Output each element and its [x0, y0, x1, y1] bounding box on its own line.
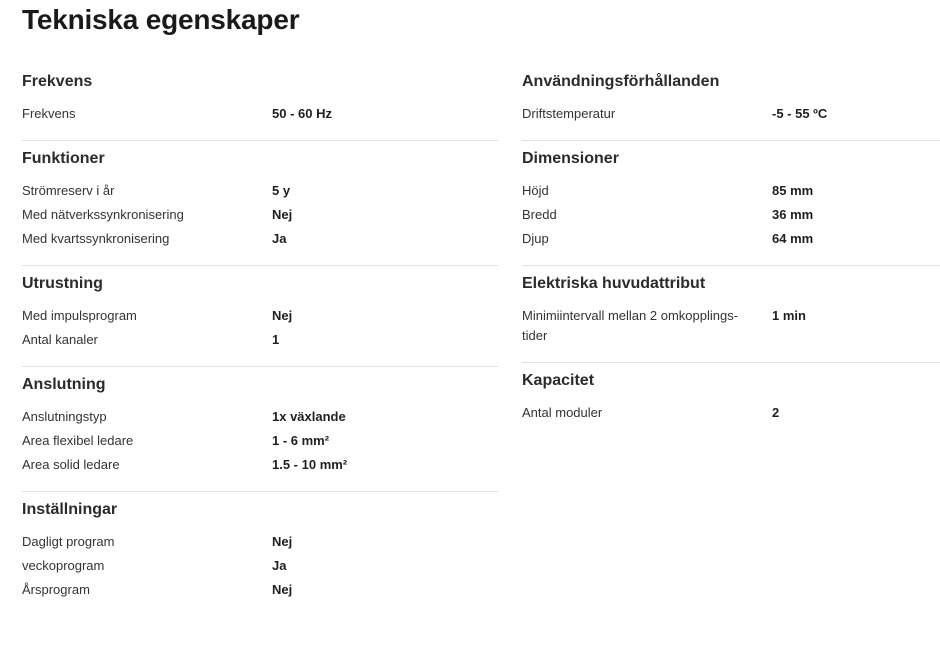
section-title: Inställningar	[22, 501, 118, 518]
spec-value: 1.5 - 10 mm²	[272, 457, 348, 472]
spec-value: 64 mm	[772, 231, 814, 246]
spec-label: Med impulsprogram	[22, 308, 137, 323]
section-title: Dimensioner	[522, 150, 619, 167]
spec-row	[22, 429, 498, 453]
spec-value: -5 - 55 ºC	[772, 106, 828, 121]
spec-label: veckoprogram	[22, 558, 105, 573]
spec-value: Nej	[272, 207, 293, 222]
right-column	[522, 64, 940, 439]
spec-value: Nej	[272, 582, 293, 597]
spec-value: 36 mm	[772, 207, 814, 222]
spec-label: Dagligt program	[22, 534, 115, 549]
spec-label: Anslutningstyp	[22, 409, 107, 424]
spec-label: Årsprogram	[22, 582, 90, 597]
spec-row	[22, 102, 498, 126]
spec-row	[522, 102, 940, 126]
section-elektriska-huvudattribut	[522, 266, 940, 363]
spec-value: 50 - 60 Hz	[272, 106, 332, 121]
spec-value: 2	[772, 405, 780, 420]
spec-row	[22, 453, 498, 477]
spec-value: 1	[272, 332, 280, 347]
spec-label: Area flexibel ledare	[22, 433, 134, 448]
spec-label: Bredd	[522, 207, 557, 222]
spec-row	[22, 328, 498, 352]
spec-row	[22, 530, 498, 554]
section-frekvens	[22, 64, 498, 141]
spec-row	[22, 554, 498, 578]
spec-label: Höjd	[522, 183, 549, 198]
spec-label: Med nätverkssynkronisering	[22, 207, 184, 222]
section-title: Frekvens	[22, 73, 93, 90]
spec-value: Nej	[272, 308, 293, 323]
section-kapacitet	[522, 363, 940, 439]
spec-row	[22, 227, 498, 251]
left-column	[22, 64, 498, 616]
section-dimensioner	[522, 141, 940, 266]
spec-row	[522, 401, 940, 425]
spec-row	[22, 578, 498, 602]
section-installningar	[22, 492, 498, 616]
spec-row	[22, 405, 498, 429]
section-title: Elektriska huvudattribut	[522, 275, 706, 292]
spec-label: Frekvens	[22, 106, 76, 121]
spec-row	[22, 304, 498, 328]
spec-label: Strömreserv i år	[22, 183, 115, 198]
section-funktioner	[22, 141, 498, 266]
spec-label: Med kvartssynkronisering	[22, 231, 170, 246]
spec-value: Nej	[272, 534, 293, 549]
section-anvandningsforhallanden	[522, 64, 940, 141]
section-title: Funktioner	[22, 150, 105, 167]
section-title: Utrustning	[22, 275, 103, 292]
spec-row	[522, 179, 940, 203]
spec-label: Driftstemperatur	[522, 106, 616, 121]
section-title: Användningsförhållanden	[522, 73, 720, 90]
spec-value: Ja	[272, 231, 287, 246]
spec-value: 5 y	[272, 183, 291, 198]
section-anslutning	[22, 367, 498, 492]
spec-label: Antal kanaler	[22, 332, 98, 347]
spec-row	[522, 203, 940, 227]
spec-value: 1 min	[772, 308, 806, 323]
spec-value: 1x växlande	[272, 409, 346, 424]
spec-row	[522, 227, 940, 251]
page-title: Tekniska egenskaper	[22, 4, 300, 35]
section-utrustning	[22, 266, 498, 367]
spec-row	[22, 179, 498, 203]
spec-row	[22, 203, 498, 227]
spec-label: Djup	[522, 231, 549, 246]
spec-label: Area solid ledare	[22, 457, 120, 472]
spec-row	[522, 304, 940, 348]
spec-value: Ja	[272, 558, 287, 573]
spec-label: Minimiintervall mellan 2 omkopplings-tider	[522, 308, 739, 343]
spec-label: Antal moduler	[522, 405, 603, 420]
section-title: Kapacitet	[522, 372, 595, 389]
section-title: Anslutning	[22, 376, 106, 393]
spec-value: 85 mm	[772, 183, 814, 198]
spec-value: 1 - 6 mm²	[272, 433, 330, 448]
